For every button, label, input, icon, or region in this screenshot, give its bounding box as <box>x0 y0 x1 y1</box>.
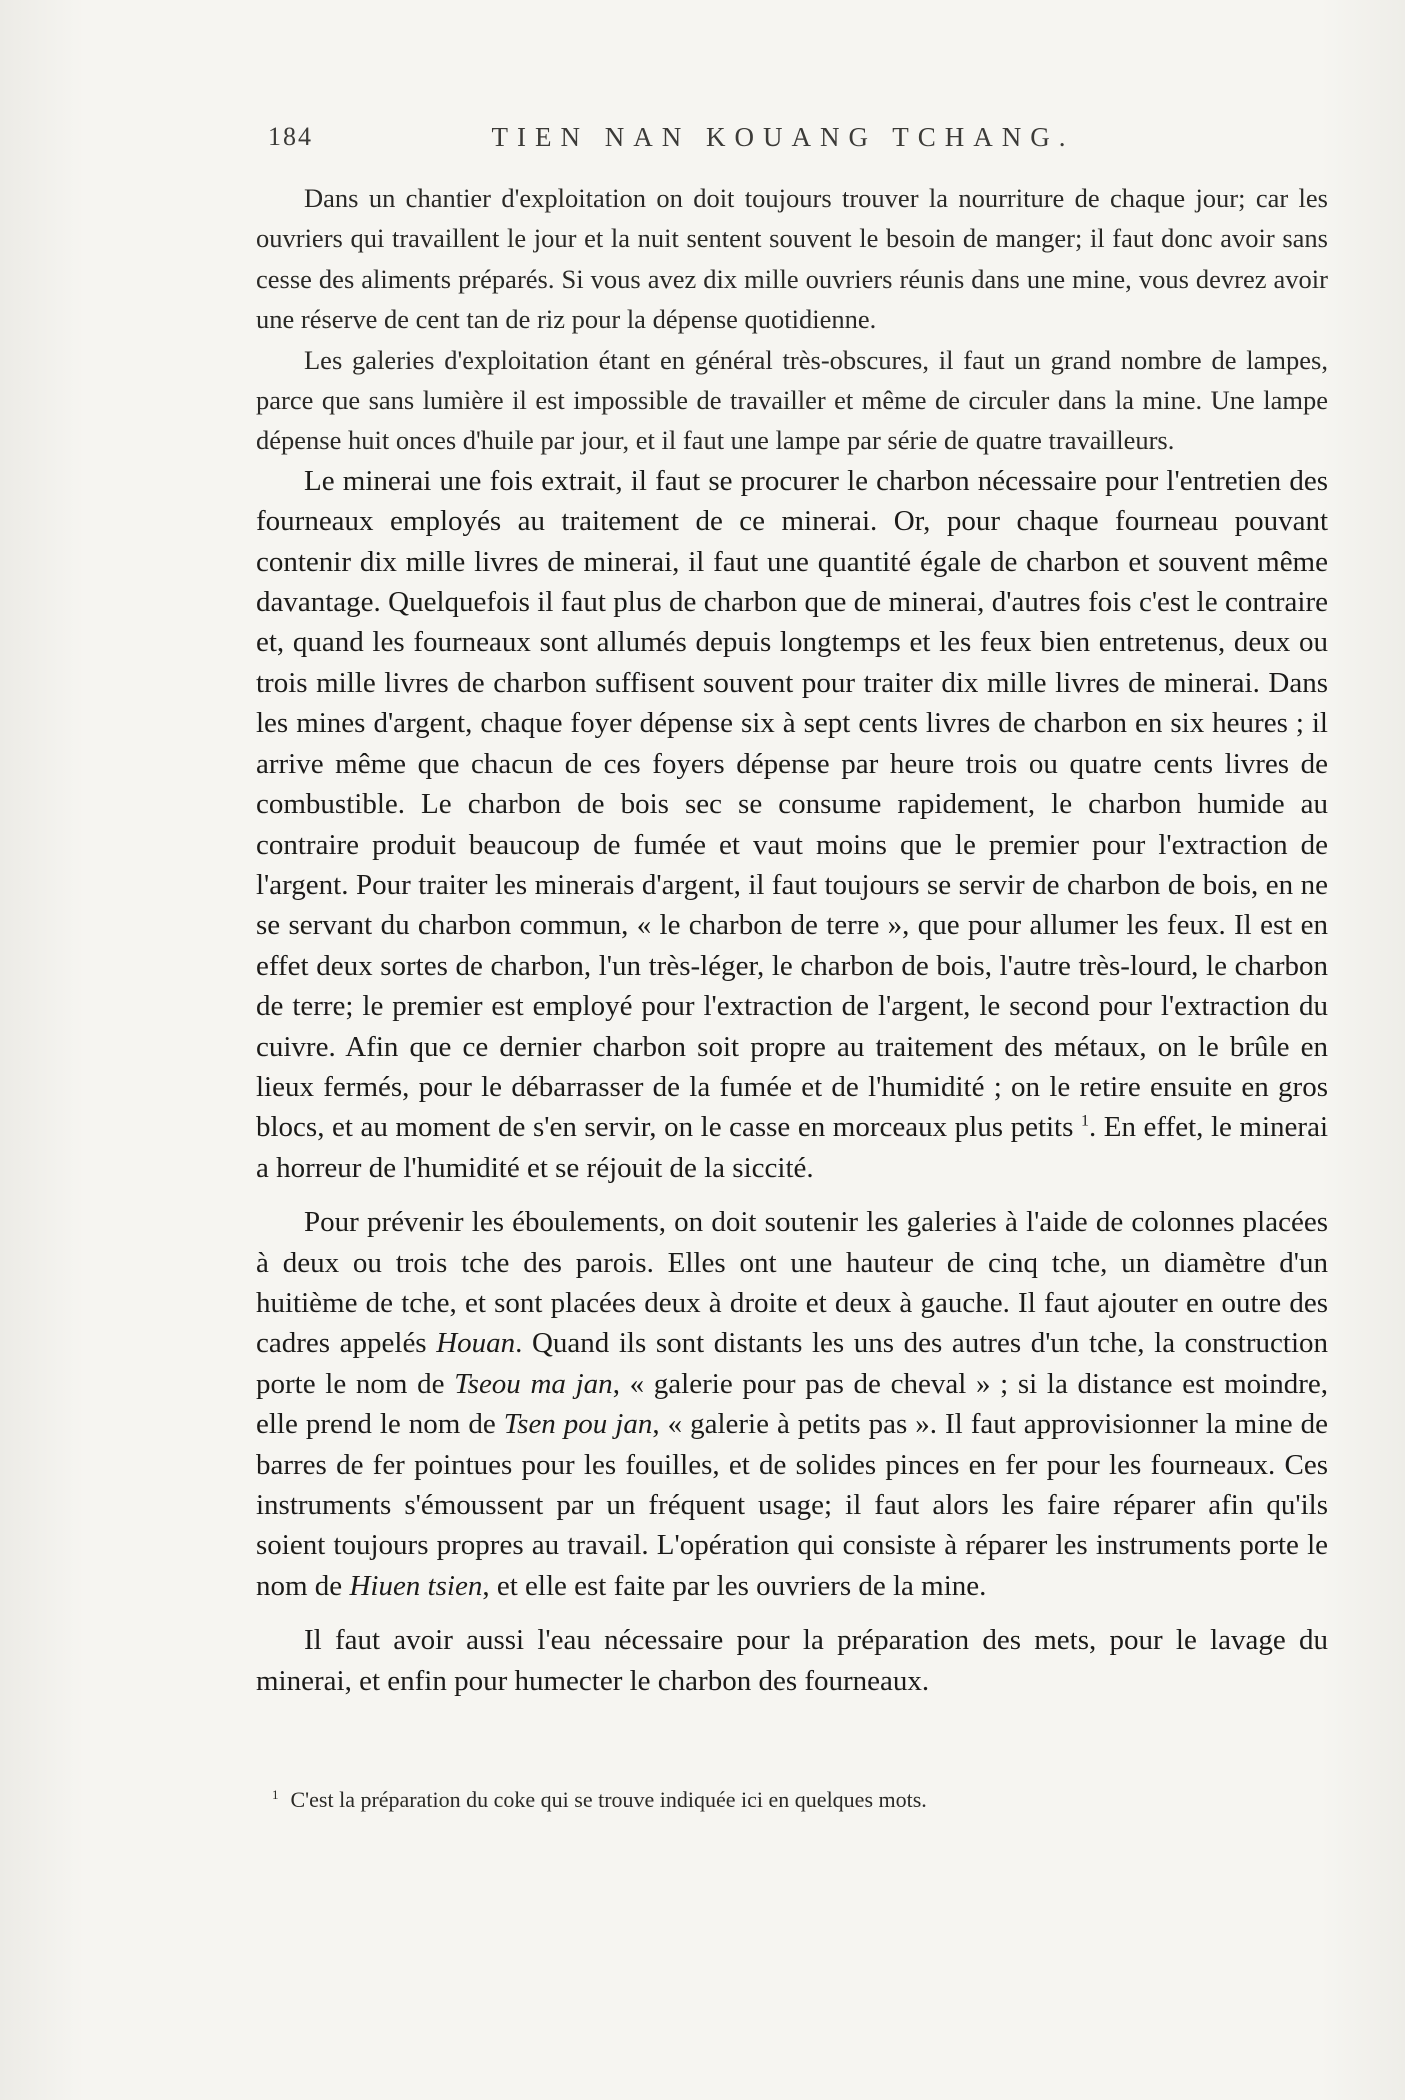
text-run: . Quand ils sont distants les uns des autres d'un tche, la construction porte le nom de <box>256 1327 1329 1400</box>
italic-term: Tseou ma jan <box>454 1367 613 1400</box>
paragraph <box>256 1620 1328 1701</box>
italic-term: Houan <box>436 1327 516 1360</box>
italic-term: Hiuen tsien <box>349 1569 483 1602</box>
body-text <box>256 178 1328 1701</box>
footnote-marker: 1 <box>272 1786 279 1802</box>
paragraph <box>256 178 1328 340</box>
footnote-text: C'est la préparation du coke qui se trouve indiquée ici en quelques mots. <box>290 1787 927 1812</box>
text-run: Dans un chantier d'exploitation on doit toujours trouver la nourriture de chaque jour; car les ouvriers qui travaillent le jour et la nuit sentent souvent le besoin de manger; il faut donc avoir sans cesse des aliments préparés. Si vous avez dix mille ouvriers réunis dans une mine, vous devrez avoir une réserve de cent tan de riz pour la dépense quotidienne. <box>256 183 1328 335</box>
footnote <box>272 1787 1312 1813</box>
text-run: Il faut avoir aussi l'eau nécessaire pour la préparation des mets, pour le lavage du minerai, et enfin pour humecter le charbon des fourneaux. <box>256 1624 1328 1697</box>
text-run: , et elle est faite par les ouvriers de la mine. <box>482 1569 987 1602</box>
text-run: Le minerai une fois extrait, il faut se procurer le charbon nécessaire pour l'entretien des fourneaux employés au traitement de ce minerai. Or, pour chaque fourneau pouvant contenir dix mille livres de minerai, il faut une quantité égale de charbon et souvent même davantage. Quelquefois il faut plus de charbon que de minerai, d'autres fois c'est le contraire et, quand les fourneaux sont allumés depuis longtemps et les feux bien entretenus, deux ou trois mille livres de charbon suffisent souvent pour traiter dix mille livres de minerai. Dans les mines d'argent, chaque foyer dépense six à sept cents livres de charbon en six heures ; il arrive même que chacun de ces foyers dépense par heure trois ou quatre cents livres de combustible. Le charbon de bois sec se consume rapidement, le charbon humide au contraire produit beaucoup de fumée et vaut moins que le premier pour l'extraction de l'argent. Pour traiter les minerais d'argent, il faut toujours se servir de charbon de bois, en ne se servant du charbon commun, « le charbon de terre », que pour allumer les feux. Il est en effet deux sortes de charbon, l'un très-léger, le charbon de bois, l'autre très-lourd, le charbon de terre; le premier est employé pour l'extraction de l'argent, le second pour l'extraction du cuivre. Afin que ce dernier charbon soit propre au traitement des métaux, on le brûle en lieux fermés, pour le débarrasser de la fumée et de l'humidité ; on le retire ensuite en gros blocs, et au moment de s'en servir, on le casse en morceaux plus petits <box>256 464 1328 1144</box>
page-number: 184 <box>268 122 313 151</box>
footnote-reference: 1 <box>1080 1112 1089 1130</box>
text-run: , « galerie à petits pas ». Il faut approvisionner la mine de barres de fer pointues pour les fouilles, et de solides pinces en fer pour les fourneaux. Ces instruments s'émoussent par un fréquent usage; il faut alors les faire réparer afin qu'ils soient toujours propres au travail. L'opération qui consiste à réparer les instruments porte le nom de <box>256 1408 1328 1602</box>
running-title: TIEN NAN KOUANG TCHANG. <box>491 122 1075 152</box>
text-run: , « galerie pour pas de cheval » ; si la distance est moindre, elle prend le nom de <box>256 1367 1329 1441</box>
text-run: Les galeries d'exploitation étant en général très-obscures, il faut un grand nombre de lampes, parce que sans lumière il est impossible de travailler et même de circuler dans la mine. Une lampe dépense huit onces d'huile par jour, et il faut une lampe par série de quatre travailleurs. <box>256 344 1328 456</box>
italic-term: Tsen pou jan <box>503 1408 653 1441</box>
paragraph <box>256 461 1328 1188</box>
text-run: Pour prévenir les éboulements, on doit soutenir les galeries à l'aide de colonnes placées à deux ou trois tche des parois. Elles ont une hauteur de cinq tche, un diamètre d'un huitième de tche, et sont placées deux à droite et deux à gauche. Il faut ajouter en outre des cadres appelés <box>256 1206 1328 1360</box>
paragraph <box>256 1202 1328 1606</box>
page-header <box>268 122 1298 162</box>
text-run: . En effet, le minerai a horreur de l'humidité et se réjouit de la siccité. <box>256 1111 1329 1184</box>
paragraph <box>256 340 1328 461</box>
